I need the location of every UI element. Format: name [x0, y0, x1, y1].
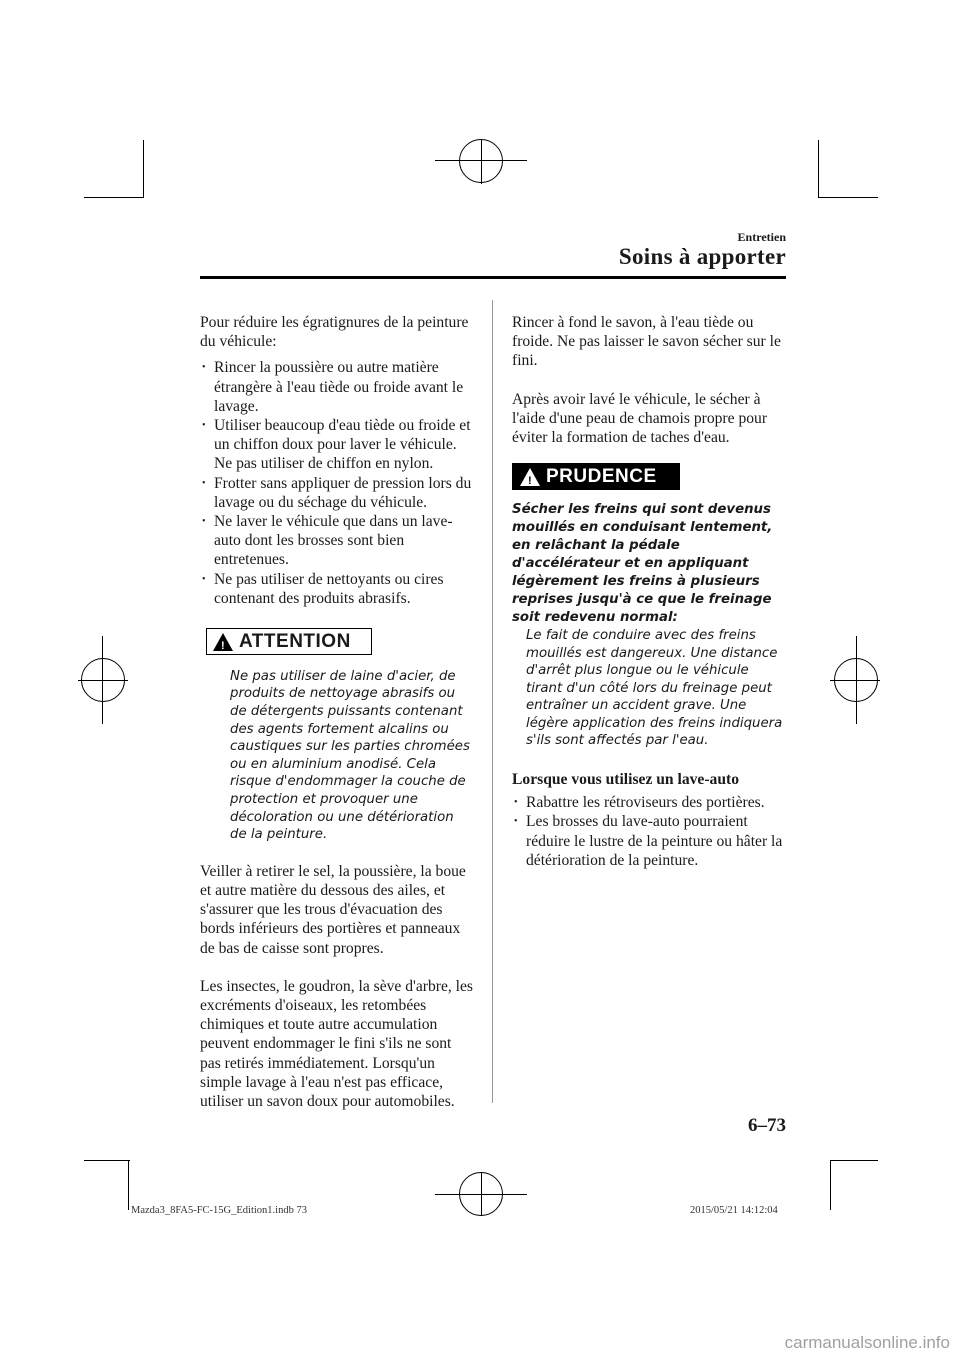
section-name: Entretien: [737, 230, 786, 244]
list-item: • Utiliser beaucoup d'eau tiède ou froide et un chiffon doux pour laver le véhicule. Ne pas utiliser de chiffon en nylon.: [202, 416, 474, 474]
print-timestamp: 2015/05/21 14:12:04: [690, 1205, 778, 1216]
list-item: • Les brosses du lave-auto pourraient réduire le lustre de la peinture ou hâter la détérioration de la peinture.: [514, 812, 788, 870]
warning-icon: !: [213, 633, 233, 651]
paragraph: Rincer à fond le savon, à l'eau tiède ou froide. Ne pas laisser le savon sécher sur le fini.: [512, 314, 781, 370]
list-item: • Rincer la poussière ou autre matière étrangère à l'eau tiède ou froide avant le lavage.: [202, 358, 474, 416]
watermark: carmanualsonline.info: [784, 1333, 950, 1352]
prudence-text: Le fait de conduire avec des freins mouillés est dangereux. Une distance d'arrêt plus longue ou le véhicule tirant d'un côté lors du freinage peut entraîner un accident grave. Une légère application des freins indiquera s'ils sont affectés par l'eau.: [526, 627, 783, 749]
paragraph: Les insectes, le goudron, la sève d'arbre, les excréments d'oiseaux, les retombées chimiques et toute autre accumulation peuvent endommager le fini s'ils ne sont pas retirés immédiatement. Lorsqu'un simple lavage à l'eau n'est pas efficace, utiliser un savon doux pour automobiles.: [200, 977, 474, 1110]
column-divider: [492, 300, 493, 1103]
left-column: [200, 313, 474, 1111]
attention-text: Ne pas utiliser de laine d'acier, de produits de nettoyage abrasifs ou de détergents puissants contenant des agents fortement alcalins ou caustiques sur les parties chromées ou en aluminium anodisé. Cela risque d'endommager la couche de protection et provoquer une décoloration ou une détérioration de la peinture.: [230, 668, 470, 843]
list-item: • Frotter sans appliquer de pression lors du lavage ou du séchage du véhicule.: [202, 474, 474, 512]
header-divider: [200, 276, 786, 279]
subheading: Lorsque vous utilisez un lave-auto: [512, 771, 740, 789]
bullet-list: [200, 358, 474, 608]
warning-icon: !: [520, 468, 540, 486]
attention-badge: [206, 628, 372, 655]
paragraph: Veiller à retirer le sel, la poussière, la boue et autre matière du dessous des ailes, et s'assurer que les trous d'évacuation des bords inférieurs des portières et panneaux de bas de caisse sont propres.: [200, 862, 466, 957]
list-item: • Ne laver le véhicule que dans un lave-auto dont les brosses sont bien entretenues.: [202, 512, 474, 570]
page-number: 6–73: [748, 1115, 786, 1136]
list-item: • Ne pas utiliser de nettoyants ou cires contenant des produits abrasifs.: [202, 570, 474, 608]
right-column: [512, 313, 788, 870]
attention-label: ATTENTION: [239, 630, 351, 652]
list-item: • Rabattre les rétroviseurs des portières.: [514, 793, 788, 812]
paragraph: Après avoir lavé le véhicule, le sécher à l'aide d'une peau de chamois propre pour éviter la formation de taches d'eau.: [512, 390, 768, 447]
prudence-badge: [512, 463, 680, 490]
bullet-list: [512, 793, 788, 870]
print-filename: Mazda3_8FA5-FC-15G_Edition1.indb 73: [131, 1205, 307, 1216]
prudence-lead: Sécher les freins qui sont devenus mouillés en conduisant lentement, en relâchant la pédale d'accélérateur et en appliquant légèrement les freins à plusieurs reprises jusqu'à ce que le freinage soit redevenu normal:: [512, 501, 773, 625]
prudence-label: PRUDENCE: [546, 466, 657, 488]
attention-callout: [200, 628, 474, 844]
intro-paragraph: Pour réduire les égratignures de la peinture du véhicule:: [200, 314, 469, 351]
prudence-callout: [512, 463, 788, 750]
page-title: Soins à apporter: [618, 244, 786, 269]
